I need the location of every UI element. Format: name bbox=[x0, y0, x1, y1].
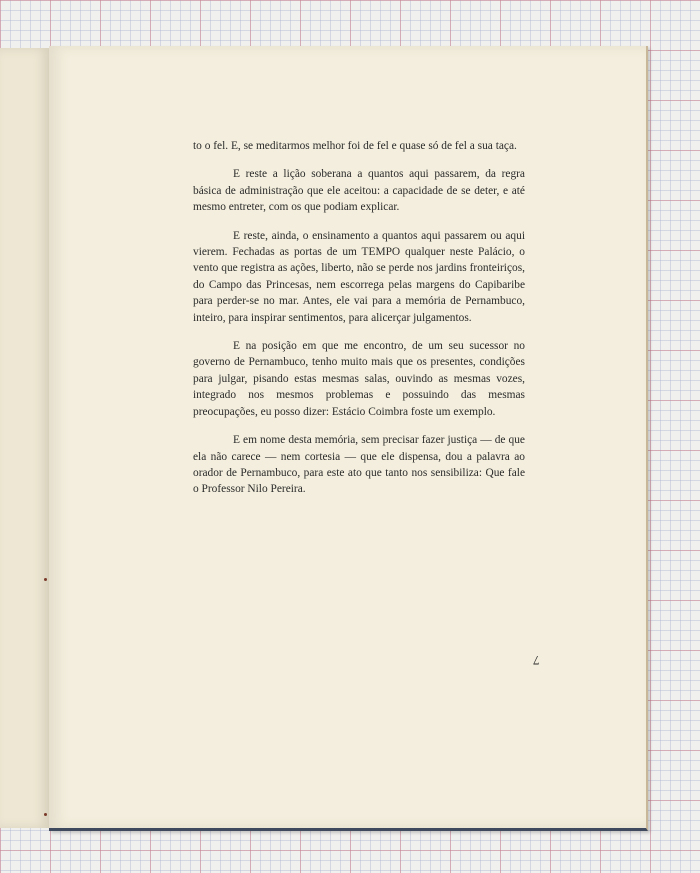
paragraph: E em nome desta memória, sem precisar fazer justiça — de que ela não carece — nem cortesia — que ele dispensa, dou a palavra ao orador de Pernambuco, para este ato que tanto nos sensibiliza: Que fale o Professor Nilo Pereira. bbox=[193, 434, 525, 496]
paragraph: E na posição em que me encontro, de um seu sucessor no governo de Pernambuco, tenho muito mais que os presentes, condições para julgar, pisando estas mesmas salas, ouvindo as mesmas vozes, integrado nos mesmos problemas e possuindo das mesmas preocupações, eu posso dizer: Estácio Coimbra foste um exemplo. bbox=[193, 340, 525, 418]
document-page bbox=[49, 46, 648, 831]
paragraph: to o fel. E, se meditarmos melhor foi de fel e quase só de fel a sua taça. bbox=[193, 140, 517, 152]
page-mark bbox=[44, 578, 47, 581]
page-number: 7 bbox=[533, 653, 540, 668]
page-mark bbox=[44, 813, 47, 816]
paragraph: E reste a lição soberana a quantos aqui passarem, da regra básica de administração que ele aceitou: a capacidade de se deter, e até mesmo entreter, com os que podiam explicar. bbox=[193, 168, 525, 214]
body-text bbox=[193, 138, 525, 510]
paragraph: E reste, ainda, o ensinamento a quantos aqui passarem ou aqui vierem. Fechadas as portas de um TEMPO qualquer neste Palácio, o vento que registra as ações, liberto, não se perde nos jardins fronteiriços, do Campo das Princesas, nem escorrega pelas margens do Capibaribe para perder-se no mar. Antes, ele vai para a memória de Pernambuco, inteiro, para inspirar sentimentos, para alicerçar julgamentos. bbox=[193, 229, 525, 324]
facing-page-edge bbox=[0, 48, 50, 828]
